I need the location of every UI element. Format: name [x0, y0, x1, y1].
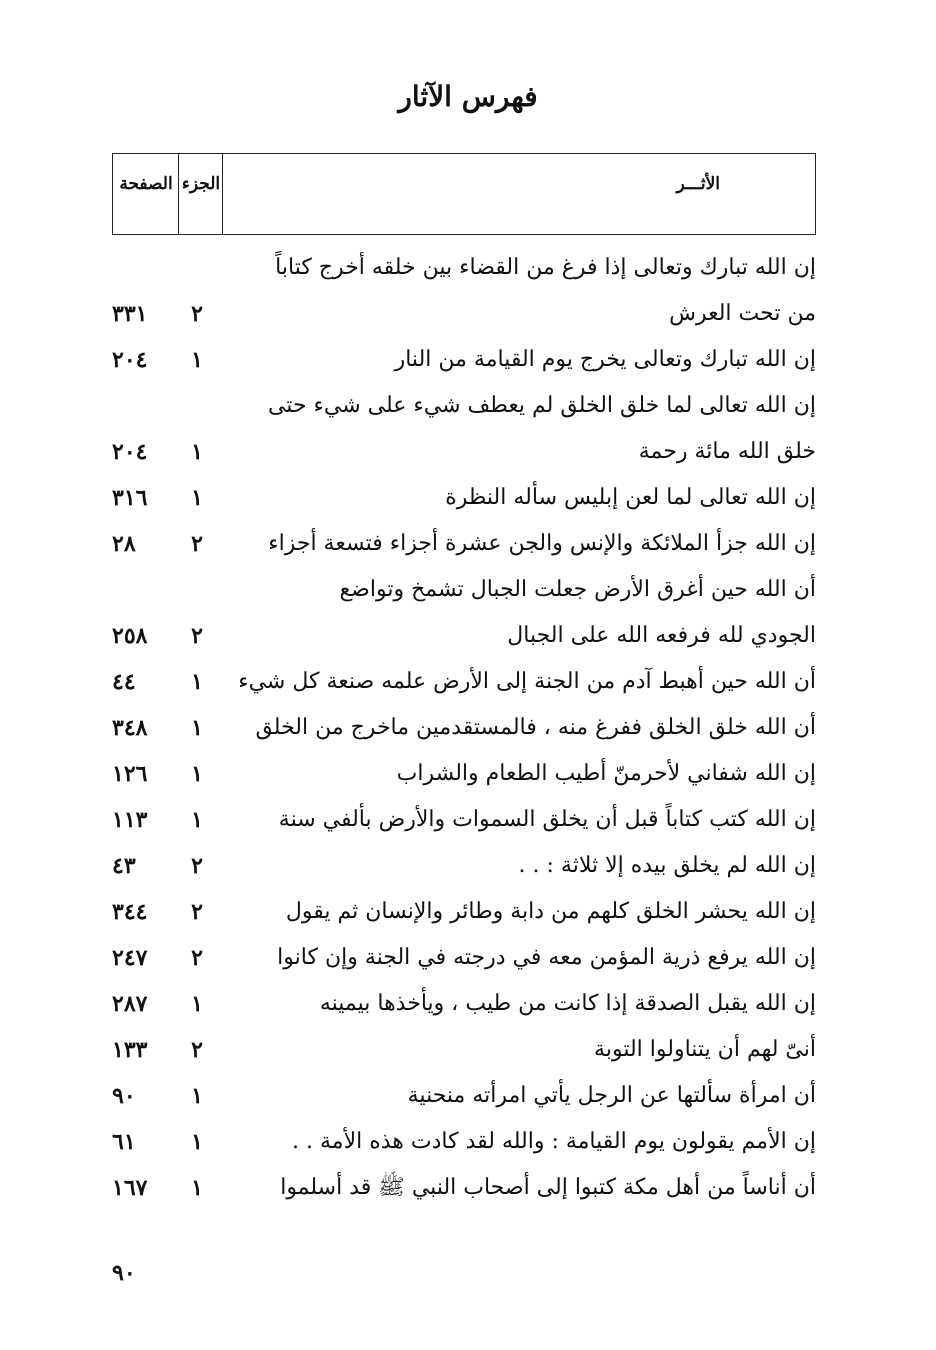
table-row — [112, 568, 816, 612]
table-row — [112, 844, 816, 888]
volume-number: ٢ — [191, 623, 203, 649]
volume-number: ١ — [191, 1129, 203, 1155]
athar-text: إن الله تعالى لما لعن إبليس سأله النظرة — [445, 485, 816, 510]
volume-number: ٢ — [191, 853, 203, 879]
header-athar-column — [223, 154, 815, 234]
page-number: ١٢٦ — [112, 761, 148, 787]
table-row — [112, 384, 816, 428]
table-row — [112, 982, 816, 1026]
volume-number: ١ — [191, 485, 203, 511]
table-row — [112, 752, 816, 796]
page-number: ٩٠ — [112, 1083, 136, 1109]
volume-number: ١ — [191, 991, 203, 1017]
athar-text: إن الله تبارك وتعالى يخرج يوم القيامة من النار — [394, 347, 816, 372]
page-number: ٢٠٤ — [112, 347, 148, 373]
page-number: ٢٠٤ — [112, 439, 148, 465]
table-row — [112, 1166, 816, 1210]
page-number: ٤٤ — [112, 669, 136, 695]
athar-text: أن الله حين أهبط آدم من الجنة إلى الأرض علمه صنعة كل شيء — [238, 669, 816, 694]
volume-number: ١ — [191, 1083, 203, 1109]
volume-number: ٢ — [191, 899, 203, 925]
page-number: ٢٨٧ — [112, 991, 148, 1017]
header-page-label: الصفحة — [119, 174, 173, 194]
table-row — [112, 660, 816, 704]
athar-text: إن الله يرفع ذرية المؤمن معه في درجته في الجنة وإن كانوا — [277, 945, 816, 970]
table-row — [112, 338, 816, 382]
athar-text: إن الأمم يقولون يوم القيامة : والله لقد كادت هذه الأمة . . — [292, 1129, 816, 1154]
page-number: ١١٣ — [112, 807, 148, 833]
volume-number: ٢ — [191, 945, 203, 971]
page-number: ١٣٣ — [112, 1037, 148, 1063]
athar-text: إن الله جزأ الملائكة والإنس والجن عشرة أجزاء فتسعة أجزاء — [268, 531, 816, 556]
athar-text: إن الله يحشر الخلق كلهم من دابة وطائر والإنسان ثم يقول — [285, 899, 816, 924]
header-volume-label: الجزء — [181, 174, 221, 194]
page-number: ٢٨ — [112, 531, 136, 557]
athar-text: الجودي لله فرفعه الله على الجبال — [507, 623, 816, 648]
table-row — [112, 476, 816, 520]
volume-number: ١ — [191, 1175, 203, 1201]
athar-text: أن أناساً من أهل مكة كتبوا إلى أصحاب النبي ﷺ قد أسلموا — [280, 1175, 816, 1200]
table-row — [112, 522, 816, 566]
table-row — [112, 430, 816, 474]
athar-text: إن الله تبارك وتعالى إذا فرغ من القضاء بين خلقه أخرج كتاباً — [275, 255, 816, 280]
footer-page-number: ٩٠ — [112, 1260, 136, 1286]
volume-number: ١ — [191, 807, 203, 833]
volume-number: ١ — [191, 669, 203, 695]
page-number: ٣٤٨ — [112, 715, 148, 741]
page-number: ٢٤٧ — [112, 945, 148, 971]
table-header — [112, 153, 816, 235]
volume-number: ١ — [191, 347, 203, 373]
page-number: ٢٥٨ — [112, 623, 148, 649]
athar-text: أن الله حين أغرق الأرض جعلت الجبال تشمخ وتواضع — [339, 577, 816, 602]
athar-text: أن امرأة سألتها عن الرجل يأتي امرأته منحنية — [407, 1083, 816, 1108]
athar-text: إن الله تعالى لما خلق الخلق لم يعطف شيء على شيء حتى — [267, 393, 816, 418]
volume-number: ٢ — [191, 531, 203, 557]
table-row — [112, 292, 816, 336]
table-row — [112, 890, 816, 934]
page-number: ٣٤٤ — [112, 899, 148, 925]
athar-text: خلق الله مائة رحمة — [638, 439, 816, 464]
athar-text: أنىّ لهم أن يتناولوا التوبة — [594, 1037, 816, 1062]
header-volume-column — [179, 154, 223, 234]
volume-number: ٢ — [191, 1037, 203, 1063]
athar-text: إن الله شفاني لأحرمنّ أطيب الطعام والشراب — [396, 761, 816, 786]
page-number: ٦١ — [112, 1129, 136, 1155]
athar-text: إن الله يقبل الصدقة إذا كانت من طيب ، ويأخذها بيمينه — [319, 991, 816, 1016]
page-number: ٣٣١ — [112, 301, 148, 327]
volume-number: ١ — [191, 715, 203, 741]
volume-number: ١ — [191, 761, 203, 787]
table-row — [112, 1074, 816, 1118]
volume-number: ١ — [191, 439, 203, 465]
table-row — [112, 936, 816, 980]
page-number: ١٦٧ — [112, 1175, 148, 1201]
table-row — [112, 1120, 816, 1164]
table-row — [112, 246, 816, 290]
table-row — [112, 614, 816, 658]
athar-text: أن الله خلق الخلق ففرغ منه ، فالمستقدمين ماخرج من الخلق — [255, 715, 816, 740]
page-number: ٤٣ — [112, 853, 136, 879]
table-row — [112, 706, 816, 750]
volume-number: ٢ — [191, 301, 203, 327]
page-number: ٣١٦ — [112, 485, 148, 511]
table-row — [112, 1028, 816, 1072]
header-page-column — [113, 154, 179, 234]
table-row — [112, 798, 816, 842]
athar-text: إن الله لم يخلق بيده إلا ثلاثة : . . — [518, 853, 816, 878]
page-title: فهرس الآثار — [398, 80, 538, 113]
athar-text: إن الله كتب كتاباً قبل أن يخلق السموات والأرض بألفي سنة — [278, 807, 816, 832]
athar-text: من تحت العرش — [669, 301, 816, 326]
header-athar-label: الأثـــر — [676, 174, 720, 194]
